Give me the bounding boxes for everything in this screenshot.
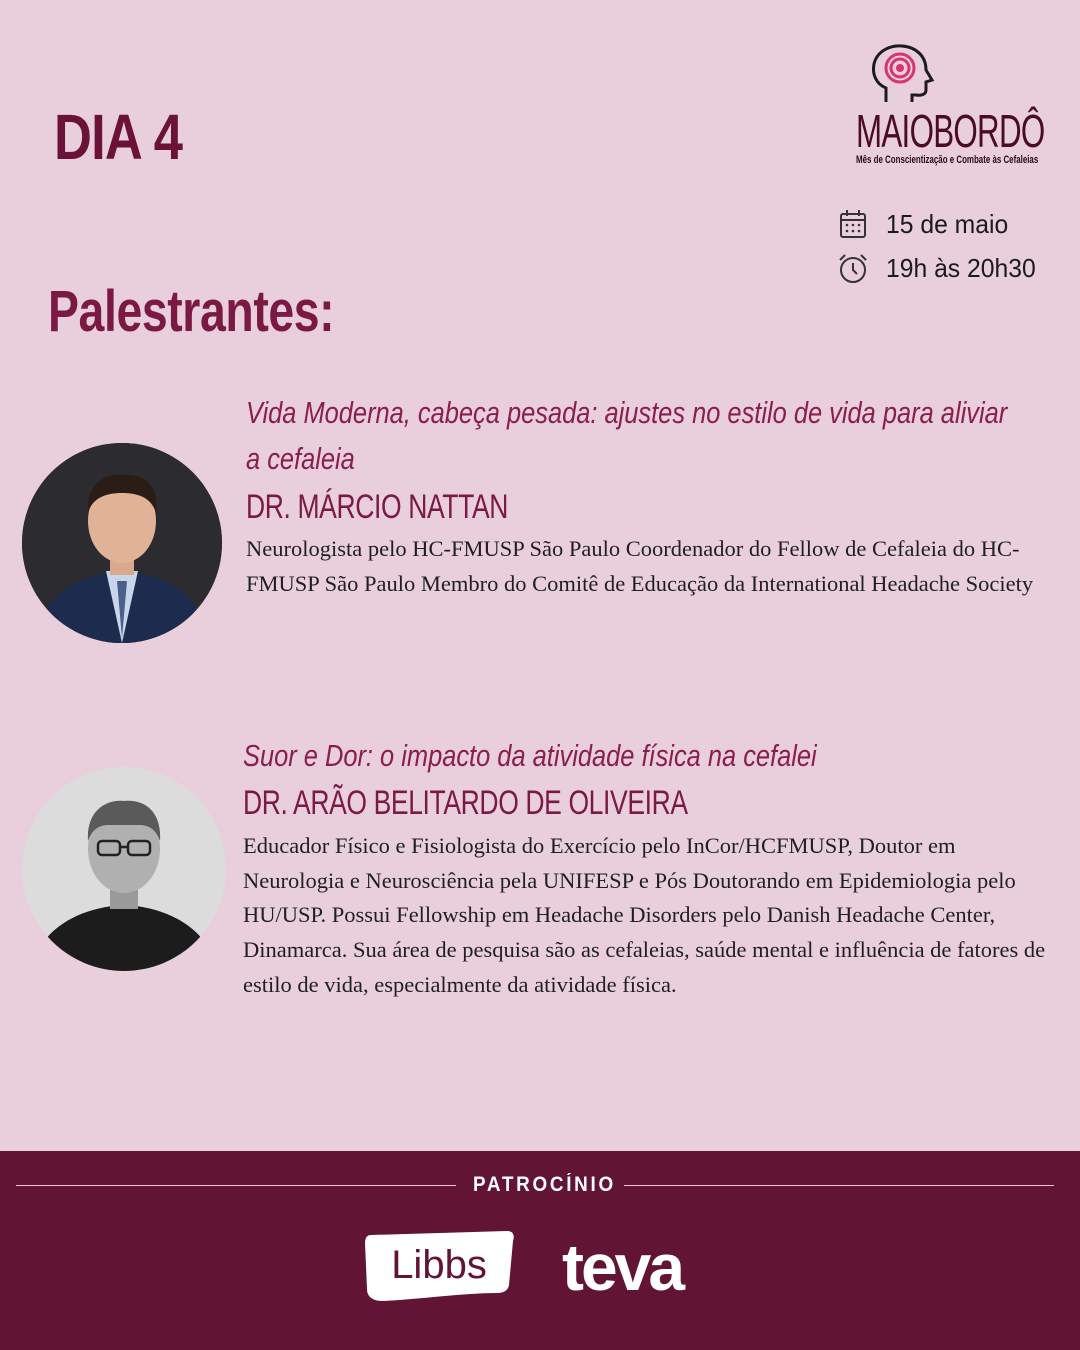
event-date-text: 15 de maio — [886, 208, 1009, 239]
talk-title-1: Vida Moderna, cabeça pesada: ajustes no estilo de vida para aliviar a cefaleia — [246, 395, 1008, 476]
event-date — [836, 202, 1044, 246]
sponsor-footer — [0, 1151, 1080, 1350]
speaker-name-2: DR. ARÃO BELITARDO DE OLIVEIRA — [243, 784, 688, 822]
footer-divider-right — [624, 1185, 1054, 1186]
libbs-logo — [363, 1229, 515, 1303]
libbs-wordmark: Libbs — [391, 1243, 487, 1287]
teva-wordmark: teva — [562, 1235, 683, 1301]
teva-logo — [562, 1235, 724, 1301]
footer-divider-left — [16, 1185, 456, 1186]
logo-tagline: Mês de Conscientização e Combate às Cefaleias — [856, 154, 1039, 166]
event-time-text: 19h às 20h30 — [886, 252, 1036, 283]
alarm-clock-icon — [836, 251, 870, 285]
head-spiral-icon — [864, 44, 944, 106]
speaker-bio-1: Neurologista pelo HC-FMUSP São Paulo Coordenador do Fellow de Cefaleia do HC-FMUSP São Paulo Membro do Comitê de Educação da International Headache Society — [246, 536, 1034, 596]
section-title: Palestrantes: — [48, 279, 335, 344]
talk-title-2: Suor e Dor: o impacto da atividade física na cefalei — [243, 738, 817, 773]
speaker-photo-arao-belitardo — [22, 767, 226, 971]
sponsor-label: PATROCÍNIO — [473, 1173, 616, 1196]
maiobordo-logo — [850, 44, 1045, 174]
speaker-name-1: DR. MÁRCIO NATTAN — [246, 488, 509, 526]
speaker-bio-2: Educador Físico e Fisiologista do Exercício pelo InCor/HCFMUSP, Doutor em Neurologia e Neurosciência pela UNIFESP e Pós Doutorando em Epidemiologia pelo HU/USP. Possui Fellowship em Headache Disorders pelo Danish Headache Center, Dinamarca. Sua área de pesquisa são as cefaleias, saúde mental e influência de fatores de estilo de vida, especialmente da atividade física. — [243, 833, 1046, 997]
day-title: DIA 4 — [54, 101, 183, 173]
calendar-icon — [836, 207, 870, 241]
logo-wordmark: MAIOBORDÔ — [856, 105, 1045, 157]
event-info — [836, 202, 1044, 290]
event-time — [836, 246, 1044, 290]
speaker-photo-marcio-nattan — [22, 443, 222, 643]
